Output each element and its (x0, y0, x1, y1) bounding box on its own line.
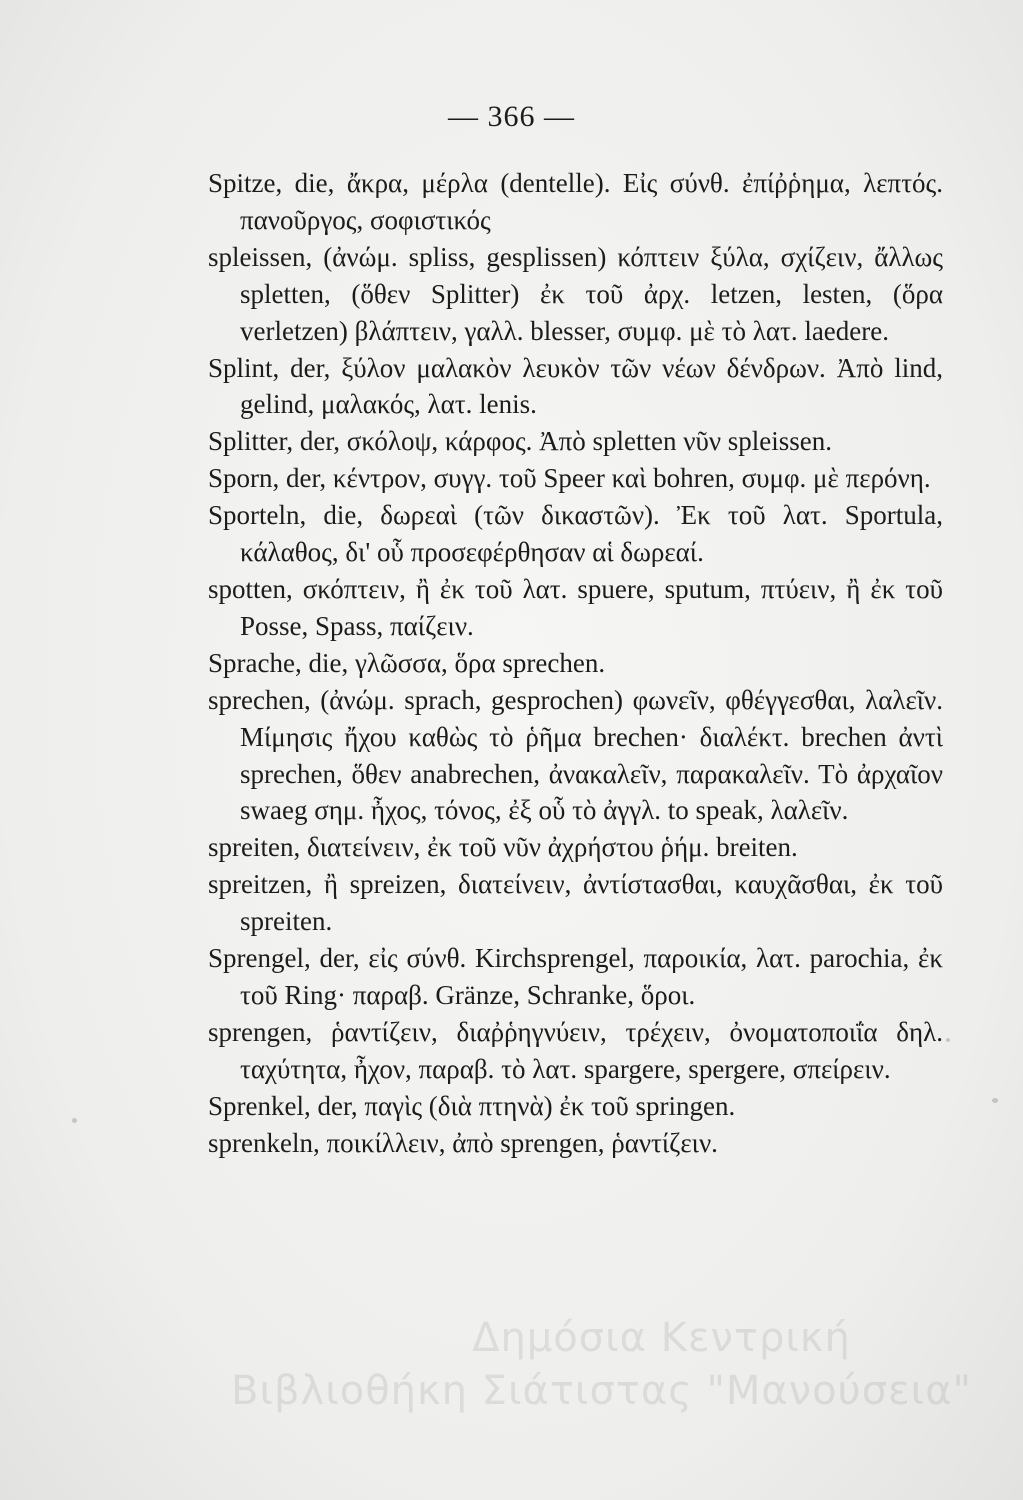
dictionary-entry: Splitter, der, σκόλοψ, κάρφος. Ἀπὸ spletten νῦν spleissen. (208, 426, 833, 457)
dictionary-entry: spreiten, διατείνειν, ἐκ τοῦ νῦν ἀχρήστου ῥήμ. breiten. (208, 832, 798, 863)
dictionary-entry: spreitzen, ἢ spreizen, διατείνειν, ἀντίστασθαι, καυχᾶσθαι, ἐκ τοῦ spreiten. (208, 869, 943, 937)
dictionary-entry: spleissen, (ἀνώμ. spliss, gesplissen) κόπτειν ξύλα, σχίζειν, ἄλλως spletten, (ὅθεν Splitter) ἐκ τοῦ ἀρχ. letzen, lesten, (ὅρα verletzen) βλάπτειν, γαλλ. blesser, συμφ. μὲ τὸ λατ. laedere. (208, 241, 943, 346)
dictionary-entry: Spitze, die, ἄκρα, μέρλα (dentelle). Εἰς σύνθ. ἐπίῤῥημα, λεπτός. πανοῦργος, σοφιστικός (208, 168, 943, 235)
paper-speck (946, 1038, 950, 1042)
dictionary-entry: Splint, der, ξύλον μαλακὸν λευκὸν τῶν νέων δένδρων. Ἀπὸ lind, gelind, μαλακός, λατ. lenis. (208, 352, 943, 420)
dictionary-entry: Sprache, die, γλῶσσα, ὅρα sprechen. (208, 647, 606, 678)
library-watermark-line1: Δημόσια Κεντρική (472, 1315, 851, 1361)
paper-speck (72, 1118, 77, 1123)
dictionary-entry: Sporn, der, κέντρον, συγγ. τοῦ Speer καὶ bohren, συμφ. μὲ περόνη. (208, 463, 931, 494)
dictionary-entries (208, 165, 943, 1161)
dictionary-entry: Sprenkel, der, παγὶς (διὰ πτηνὰ) ἐκ τοῦ springen. (208, 1090, 736, 1121)
dictionary-entry: spotten, σκόπτειν, ἢ ἐκ τοῦ λατ. spuere, sputum, πτύειν, ἢ ἐκ τοῦ Posse, Spass, παίζειν. (208, 573, 943, 641)
page-number: — 366 — (448, 100, 575, 133)
dictionary-entry: sprenkeln, ποικίλλειν, ἀπὸ sprengen, ῥαντίζειν. (208, 1127, 718, 1158)
paper-speck (992, 1098, 998, 1103)
dictionary-entry: Sporteln, die, δωρεαὶ (τῶν δικαστῶν). Ἐκ τοῦ λατ. Sportula, κάλαθος, δι' οὗ προσεφέρθησαν αἱ δωρεαί. (208, 500, 943, 568)
library-watermark-line2: Βιβλιοθήκη Σιάτιστας "Μανούσεια" (231, 1368, 972, 1414)
dictionary-entry: sprengen, ῥαντίζειν, διαῤῥηγνύειν, τρέχειν, ὀνοματοποιΐα δηλ. ταχύτητα, ἦχον, παραβ. τὸ λατ. spargere, spergere, σπείρειν. (208, 1016, 943, 1084)
dictionary-entry: Sprengel, der, εἰς σύνθ. Kirchsprengel, παροικία, λατ. parochia, ἐκ τοῦ Ring· παραβ. Gränze, Schranke, ὅροι. (208, 943, 943, 1010)
dictionary-entry: sprechen, (ἀνώμ. sprach, gesprochen) φωνεῖν, φθέγγεσθαι, λαλεῖν. Μίμησις ἤχου καθὼς τὸ ῥῆμα brechen· διαλέκτ. brechen ἀντὶ sprechen, ὅθεν anabrechen, ἀνακαλεῖν, παρακαλεῖν. Τὸ ἀρχαῖον swaeg σημ. ἦχος, τόνος, ἐξ οὗ τὸ ἀγγλ. to speak, λαλεῖν. (208, 684, 943, 826)
